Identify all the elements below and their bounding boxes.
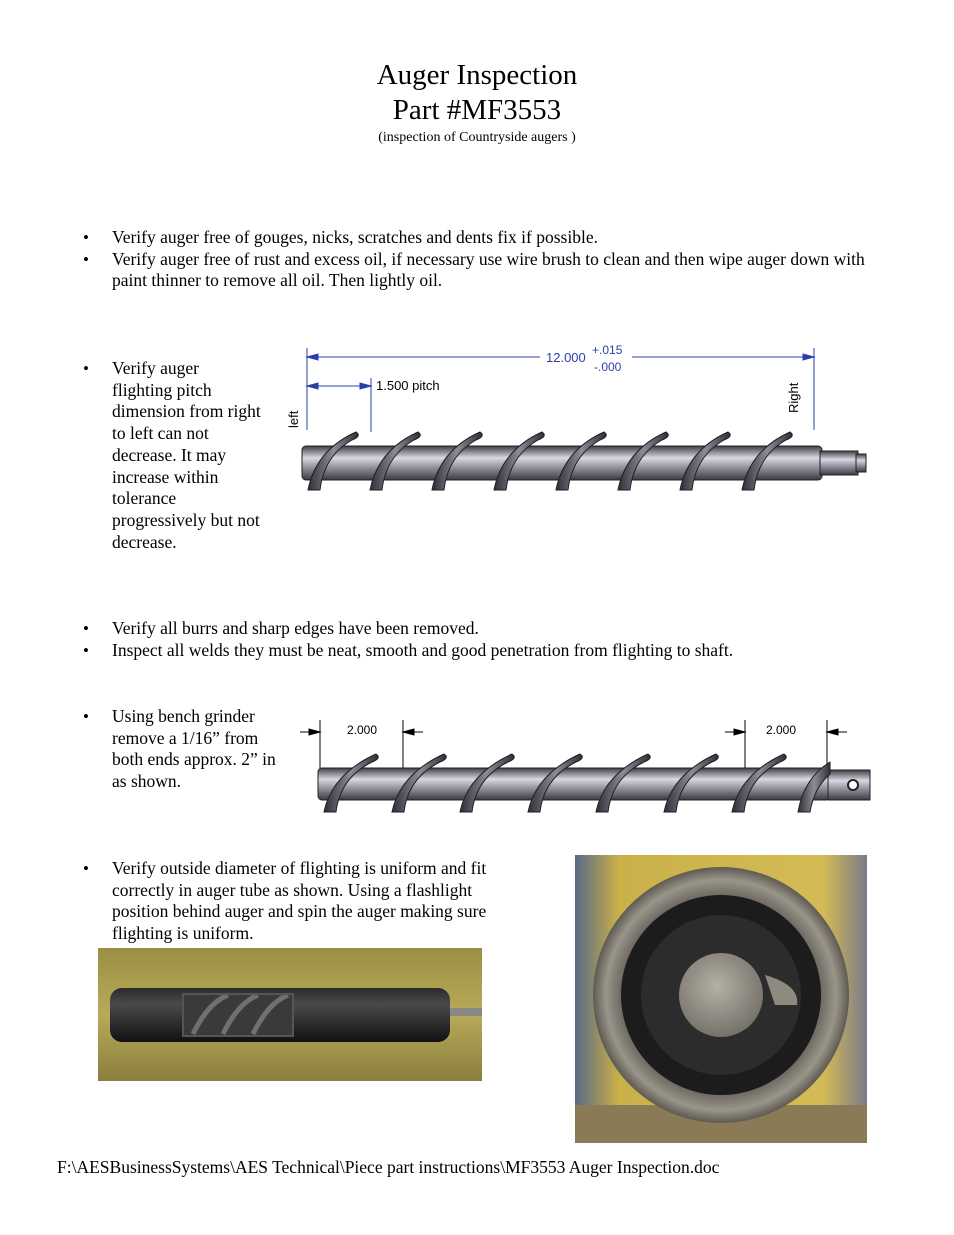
page-subtitle: (inspection of Countryside augers ) <box>378 130 576 145</box>
tolerance-minus-label: -.000 <box>594 360 622 374</box>
left-end-label: left <box>286 410 301 428</box>
general-inspection-list <box>83 227 893 292</box>
finish-inspection-list <box>83 618 893 661</box>
pitch-dimension-label: 1.500 pitch <box>376 378 440 393</box>
diameter-inspection-list <box>83 858 523 945</box>
list-item: • Verify auger flighting pitch dimension from right to left can not decrease. It may increase within tolerance progressively but not decrease. <box>83 358 263 553</box>
list-item: • Verify outside diameter of flighting is uniform and fit correctly in auger tube as shown. Using a flashlight position behind auger and spin the auger making sure flighting is uniform. <box>83 858 523 945</box>
list-item: • Inspect all welds they must be neat, smooth and good penetration from flighting to shaft. <box>83 640 893 662</box>
left-grind-dimension: 2.000 <box>347 723 378 737</box>
right-grind-dimension: 2.000 <box>766 723 797 737</box>
grinding-instruction-list <box>83 706 283 793</box>
pitch-dimension-drawing <box>280 340 880 500</box>
list-item: • Verify auger free of rust and excess oil, if necessary use wire brush to clean and then wipe auger down with paint thinner to remove all oil. Then lightly oil. <box>83 249 893 292</box>
list-item: • Using bench grinder remove a 1/16” from both ends approx. 2” in as shown. <box>83 706 283 793</box>
part-number: Part #MF3553 <box>392 94 562 126</box>
tube-end-view-photo <box>575 855 867 1143</box>
overall-dimension-label: 12.000 <box>546 350 586 365</box>
auger-in-tube-photo <box>98 948 482 1081</box>
pitch-inspection-list <box>83 358 263 553</box>
list-item: • Verify all burrs and sharp edges have been removed. <box>83 618 893 640</box>
right-end-label: Right <box>786 382 801 413</box>
page-title: Auger Inspection <box>376 59 578 91</box>
document-path: F:\AESBusinessSystems\AES Technical\Piece part instructions\MF3553 Auger Inspection.doc <box>57 1157 720 1177</box>
tolerance-plus-label: +.015 <box>592 343 623 357</box>
grinding-dimension-drawing <box>290 712 880 824</box>
list-item: • Verify auger free of gouges, nicks, scratches and dents fix if possible. <box>83 227 893 249</box>
